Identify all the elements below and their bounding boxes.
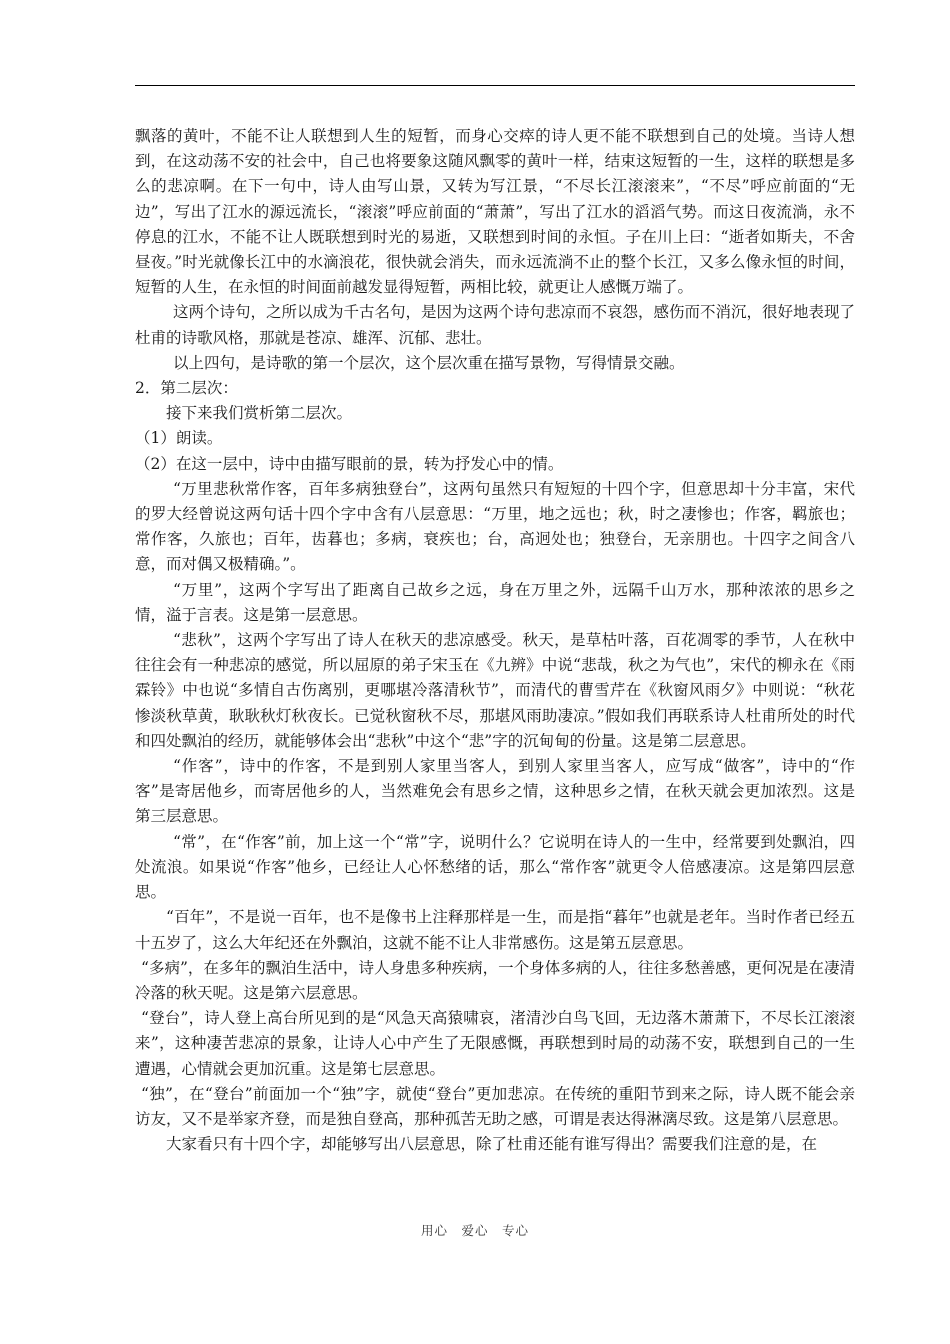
body-paragraph: “悲秋”，这两个字写出了诗人在秋天的悲凉感受。秋天，是草枯叶落，百花凋零的季节，人在秋中往往会有一种悲凉的感觉，所以屈原的弟子宋玉在《九辨》中说“悲哉，秋之为气也”，宋代的柳永在《雨霖铃》中也说“多情自古伤离别，更哪堪冷落清秋节”，而清代的曹雪芹在《秋窗风雨夕》中则说：“秋花惨淡秋草黄，耿耿秋灯秋夜长。已觉秋窗秋不尽，那堪风雨助凄凉。”假如我们再联系诗人杜甫所处的时代和四处飘泊的经历，就能够体会出“悲秋”中这个“悲”字的沉甸甸的份量。这是第二层意思。: [135, 631, 855, 750]
section-heading: 2．第二层次：: [135, 379, 238, 398]
body-paragraph: （2）在这一层中，诗中由描写眼前的景，转为抒发心中的情。: [135, 454, 564, 473]
body-paragraph: “登台”，诗人登上高台所见到的是“风急天高猿啸哀，渚清沙白鸟飞回，无边落木萧萧下，不尽长江滚滚来”，这种凄苦悲凉的景象，让诗人心中产生了无限感慨，再联想到时局的动荡不安，联想到自己的一生遭遇，心情就会更加沉重。这是第七层意思。: [135, 1009, 855, 1078]
body-paragraph: “百年”，不是说一百年，也不是像书上注释那样是一生，而是指“暮年”也就是老年。当时作者已经五十五岁了，这么大年纪还在外飘泊，这就不能不让人非常感伤。这是第五层意思。: [135, 908, 855, 952]
document-body: [135, 124, 855, 1157]
body-paragraph: “万里”，这两个字写出了距离自己故乡之远，身在万里之外，远隔千山万水，那种浓浓的思乡之情，溢于言表。这是第一层意思。: [135, 580, 855, 624]
body-paragraph: “独”，在“登台”前面加一个“独”字，就使“登台”更加悲凉。在传统的重阳节到来之际，诗人既不能会亲访友，又不是举家齐登，而是独自登高，那种孤苦无助之感，可谓是表达得淋漓尽致。这是第八层意思。: [135, 1084, 855, 1128]
body-paragraph: 以上四句，是诗歌的第一个层次，这个层次重在描写景物，写得情景交融。: [173, 353, 685, 372]
body-paragraph: 接下来我们赏析第二层次。: [166, 404, 353, 423]
page-footer: 用心 爱心 专心: [420, 1223, 529, 1238]
body-paragraph: 大家看只有十四个字，却能够写出八层意思，除了杜甫还能有谁写得出？需要我们注意的是，在: [166, 1135, 818, 1154]
header-rule: [135, 85, 855, 86]
body-paragraph: 飘落的黄叶，不能不让人联想到人生的短暂，而身心交瘁的诗人更不能不联想到自己的处境。当诗人想到，在这动荡不安的社会中，自己也将要象这随风飘零的黄叶一样，结束这短暂的一生，这样的联想是多么的悲凉啊。在下一句中，诗人由写山景，又转为写江景，“不尽长江滚滚来”，“不尽”呼应前面的“无边”，写出了江水的源远流长，“滚滚”呼应前面的“萧萧”，写出了江水的滔滔气势。而这日夜流淌，永不停息的江水，不能不让人既联想到时光的易逝，又联想到时间的永恒。子在川上曰：“逝者如斯夫，不舍昼夜。”时光就像长江中的水滴浪花，很快就会消失，而永远流淌不止的整个长江，又多么像永恒的时间，短暂的人生，在永恒的时间面前越发显得短暂，两相比较，就更让人感慨万端了。: [135, 127, 855, 297]
body-paragraph: 这两个诗句，之所以成为千古名句，是因为这两个诗句悲凉而不哀怨，感伤而不消沉，很好地表现了杜甫的诗歌风格，那就是苍凉、雄浑、沉郁、悲壮。: [135, 303, 856, 347]
body-paragraph: “作客”，诗中的作客，不是到别人家里当客人，到别人家里当客人，应写成“做客”，诗中的“作客”是寄居他乡，而寄居他乡的人，当然难免会有思乡之情，这种思乡之情，在秋天就会更加浓烈。这是第三层意思。: [135, 757, 855, 826]
body-paragraph: “万里悲秋常作客，百年多病独登台”，这两句虽然只有短短的十四个字，但意思却十分丰富，宋代的罗大经曾说这两句话十四个字中含有八层意思：“万里，地之远也；秋，时之凄惨也；作客，羁旅也；常作客，久旅也；百年，齿暮也；多病，衰疾也；台，高迥处也；独登台，无亲朋也。十四字之间含八意，而对偶又极精确。”。: [135, 479, 855, 574]
body-paragraph: “常”，在“作客”前，加上这一个“常”字，说明什么？它说明在诗人的一生中，经常要到处飘泊，四处流浪。如果说“作客”他乡，已经让人心怀愁绪的话，那么“常作客”就更令人倍感凄凉。这是第四层意思。: [135, 832, 855, 902]
body-paragraph: “多病”，在多年的飘泊生活中，诗人身患多种疾病，一个身体多病的人，往往多愁善感，更何况是在凄清冷落的秋天呢。这是第六层意思。: [135, 958, 855, 1002]
body-paragraph: （1）朗读。: [135, 429, 223, 448]
